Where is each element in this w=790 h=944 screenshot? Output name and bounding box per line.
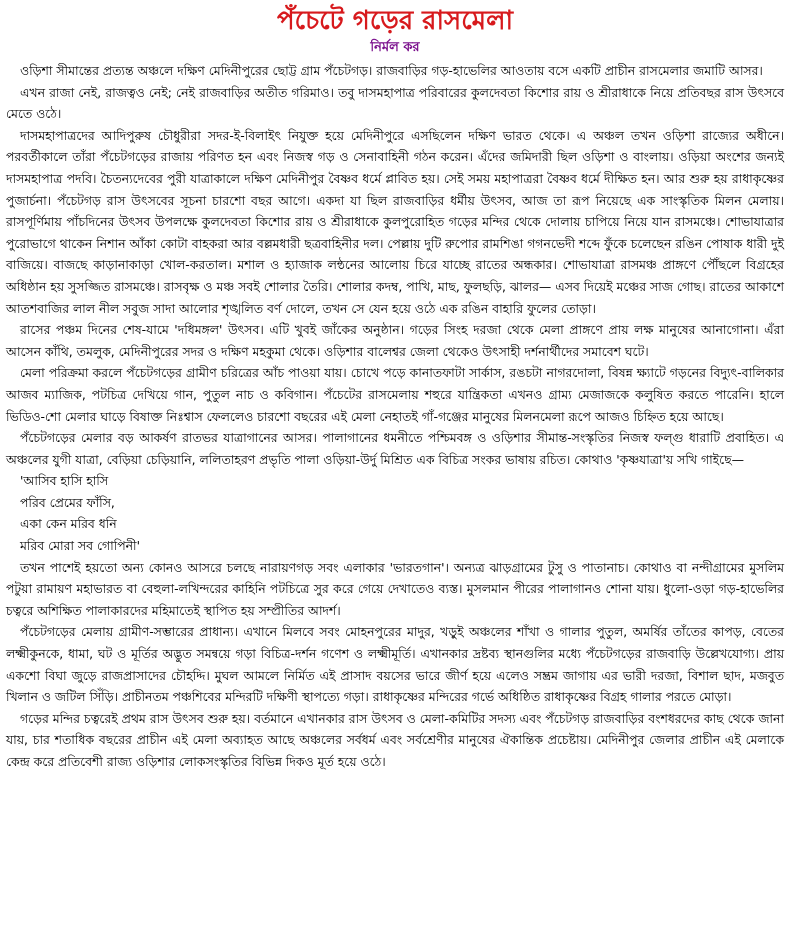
- paragraph: ওড়িশা সীমান্তের প্রত্যন্ত অঞ্চলে দক্ষিণ মেদিনীপুরের ছোট্ট গ্রাম পঁচেটগড়। রাজবাড়ির গড়-হাভেলির আওতায় বসে একটি প্রাচীন রাসমেলার জমাটি আসর।: [20, 63, 763, 78]
- paragraph: গড়ের মন্দির চত্বরেই প্রথম রাস উৎসব শুরু হয়। বর্তমানে এখানকার রাস উৎসব ও মেলা-কমিটির সদস্য এবং পঁচেটগড় রাজবাড়ির বংশধরদের কাছ থেকে জানা যায়, চার শতাধিক বছরের প্রাচীন এই মেলা অব্যাহত আছে অঞ্চলের সর্বধর্ম এবং সর্বশ্রেণীর মানুষের ঐকান্তিক প্রচেষ্টায়। মেদিনীপুর জেলার প্রাচীন এই মেলাকে কেন্দ্র করে প্রতিবেশী রাজ্য ওড়িশার লোকসংস্কৃতির বিভিন্ন দিকও মূর্ত হয়ে ওঠে।: [6, 710, 784, 769]
- poem-line: একা কেন মরিব ধনি: [20, 516, 117, 532]
- article-title: পঁচেটে গড়ের রাসমেলা: [276, 6, 513, 36]
- paragraph: রাসের পঞ্চম দিনের শেষ-যামে 'দধিমঙ্গল' উৎসব। এটি খুবই জাঁকের অনুষ্ঠান। গড়ের সিংহ দরজা থেকে মেলা প্রাঙ্গণে প্রায় লক্ষ মানুষের আনাগোনা। এঁরা আসেন কাঁথি, তমলুক, মেদিনীপুরের সদর ও দক্ষিণ মহকুমা থেকে। ওড়িশার বালেশ্বর জেলা থেকেও উৎসাহী দর্শনার্থীদের সমাবেশ ঘটে।: [6, 322, 784, 359]
- paragraph: পঁচেটগড়ের মেলার বড় আকর্ষণ রাতভর যাত্রাগানের আসর। পালাগানের ধমনীতে পশ্চিমবঙ্গ ও ওড়িশার সীমান্ত-সংস্কৃতির নিজস্ব ফল্গু ধারাটি প্রবাহিত। এ অঞ্চলের যুগী যাত্রা, বেড়িয়া চেড়িয়ানি, ললিতাহরণ প্রভৃতি পালা ওড়িয়া-উর্দু মিশ্রিত এক বিচিত্র সংকর ভাষায় রচিত। কোথাও 'কৃষ্ণযাত্রা'য় সখি গাইছে—: [6, 430, 784, 467]
- poem-line: মরিব মোরা সব গোপিনী': [20, 538, 140, 554]
- paragraph: মেলা পরিক্রমা করলে পঁচেটগড়ের গ্রামীণ চরিত্রের আঁচ পাওয়া যায়। চোখে পড়ে কানাতফাটা সার্কাস, রঙচটা নাগরদোলা, বিষন্ন ক্ষ্যাটে গড়নের বিদ্যুৎ-বালিকার আজব ম্যাজিক, পটচিত্র দেখিয়ে গান, পুতুল নাচ ও কবিগান। পঁচেটের রাসমেলায় শহুরে যান্ত্রিকতা এখনও গ্রাম্য মেজাজকে কলুষিত করতে পারেনি। হালে ভিডিও-শো মেলার ঘাড়ে বিষাক্ত নিঃশ্বাস ফেললেও চারশো বছরের এই মেলা নেহাতই গাঁ-গঞ্জের মানুষের মিলনমেলা রূপে আজও চিহ্নিত হয়ে আছে।: [6, 365, 784, 424]
- paragraph: এখন রাজা নেই, রাজত্বও নেই; নেই রাজবাড়ির অতীত গরিমাও। তবু দাসমহাপাত্র পরিবারের কুলদেবতা কিশোর রায় ও শ্রীরাধাকে নিয়ে প্রতিবছর রাস উৎসবে মেতে ওঠে।: [6, 84, 784, 122]
- paragraph: তখন পাশেই হয়তো অন্য কোনও আসরে চলছে নারায়ণগড় সবং এলাকার 'ভারতগান'। অন্যত্র ঝাড়গ্রামের টুসু ও পাতানাচ। কোথাও বা নন্দীগ্রামের মুসলিম পটুয়া রামায়ণ মহাভারত বা বেহুলা-লখিন্দরের কাহিনি পটচিত্রে সুর করে গেয়ে দেখাতেও ব্যস্ত। মুসলমান পীরের পালাগানও শোনা যায়। ধুলো-ওড়া গড়-হাভেলির চত্বরে অশিক্ষিত পালাকারদের মহিমাতেই স্থাপিত হয় সম্প্রীতির আদর্শ।: [6, 559, 784, 618]
- poem-block: [20, 470, 784, 556]
- poem-line: 'আসিব হাসি হাসি: [20, 473, 109, 489]
- article-body: [6, 60, 784, 773]
- author-name: নির্মল কর: [370, 40, 420, 55]
- paragraph: পঁচেটগড়ের মেলায় গ্রামীণ-সম্ভারের প্রাধান্য। এখানে মিলবে সবং মোহনপুরের মাদুর, খড়ুই অঞ্চলের শাঁখা ও গালার পুতুল, অমর্ষির তাঁতের কাপড়, বেতের লক্ষ্মীকুনকে, ধামা, ঘট ও মূর্তির অদ্ভুত সমন্বয়ে গড়া বিচিত্র-দর্শন গণেশ ও লক্ষ্মীমূর্তি। এখানকার দ্রষ্টব্য স্থানগুলির মধ্যে পঁচেটগড়ের রাজবাড়ি উল্লেখযোগ্য। প্রায় একশো বিঘা জুড়ে রাজপ্রাসাদের চৌহদ্দি। মুঘল আমলে নির্মিত এই প্রাসাদ বয়সের ভারে জীর্ণ হয়ে এলেও সম্ভ্রম জাগায় এর ভারী দরজা, বিশাল ছাদ, মজবুত খিলান ও জটিল সিঁড়ি। প্রাচীনতম পঞ্চশিবের মন্দিরটি দক্ষিণী স্থাপত্যে গড়া। রাধাকৃষ্ণের মন্দিরের গর্ভে অধিষ্ঠিত রাধাকৃষ্ণের বিগ্রহ গালার পরতে মোড়া।: [6, 624, 784, 705]
- paragraph: দাসমহাপাত্রদের আদিপুরুষ চৌধুরীরা সদর-ই-বিলাইৎ নিযুক্ত হয়ে মেদিনীপুরে এসছিলেন দক্ষিণ ভারত থেকে। এ অঞ্চল তখন ওড়িশা রাজ্যের অধীনে। পরবর্তীকালে তাঁরা পঁচেটগড়ের রাজায় পরিণত হন এবং নিজস্ব গড় ও সেনাবাহিনী গঠন করেন। এঁদের জমিদারী ছিল ওড়িশা ও বাংলায়। ওড়িয়া অংশের জন্যই দাসমহাপাত্র পদবি। চৈতন্যদেবের পুরী যাত্রাকালে দক্ষিণ মেদিনীপুর বৈষ্ণব ধর্মে প্লাবিত হয়। সেই সময় মহাপাত্ররা বৈষ্ণব ধর্মে দীক্ষিত হন। আর শুরু হয় রাধাকৃষ্ণের পুজার্চনা। পঁচেটগড় রাস উৎসবের সূচনা চারশো বছর আগে। একদা যা ছিল রাজবাড়ির ধর্মীয় উৎসব, আজ তা রূপ নিয়েছে এক সাংস্কৃতিক মিলন মেলায়। রাসপূর্ণিমায় পাঁচদিনের উৎসব উপলক্ষে কুলদেবতা কিশোর রায় ও শ্রীরাধাকে কুলপুরোহিত গড়ের মন্দির থেকে দোলায় চাপিয়ে নিয়ে যান রাসমঞ্চে। শোভাযাত্রার পুরোভাগে থাকেন নিশান আঁকা কোটা বাহকরা আর বল্লমধারী ছত্রবাহিনীর দল। পেল্লায় দুটি রুপোর রামশিঙা গগনভেদী শব্দে ফুঁকে চলেছেন রঙিন পোষাক ধারী দুই বাজিয়ে। বাজছে কাড়ানাকাড়া খোল-করতাল। মশাল ও হ্যাজাক লন্ঠনের আলোয় চিরে যাচ্ছে রাতের অন্ধকার। শোভাযাত্রা রাসমঞ্চ প্রাঙ্গণে পৌঁছলে বিগ্রহের অধিষ্ঠান হয় সুসজ্জিত রাসমঞ্চে। রাসবৃক্ষ ও মঞ্চ সবই শোলার তৈরি। শোলার কদম্ব, পাখি, মাছ, ফুলছড়ি, ঝালর— এসব দিয়েই মঞ্চের সাজ গোছ। রাতের আকাশে আতশবাজির লাল নীল সবুজ সাদা আলোর শৃঙ্খলিত বর্ণ দোলে, তখন সে যেন হয়ে ওঠে এক রঙিন বাহারি ফুলের তোড়া।: [6, 127, 784, 316]
- poem-line: পরিব প্রেমের ফাঁসি,: [20, 494, 115, 510]
